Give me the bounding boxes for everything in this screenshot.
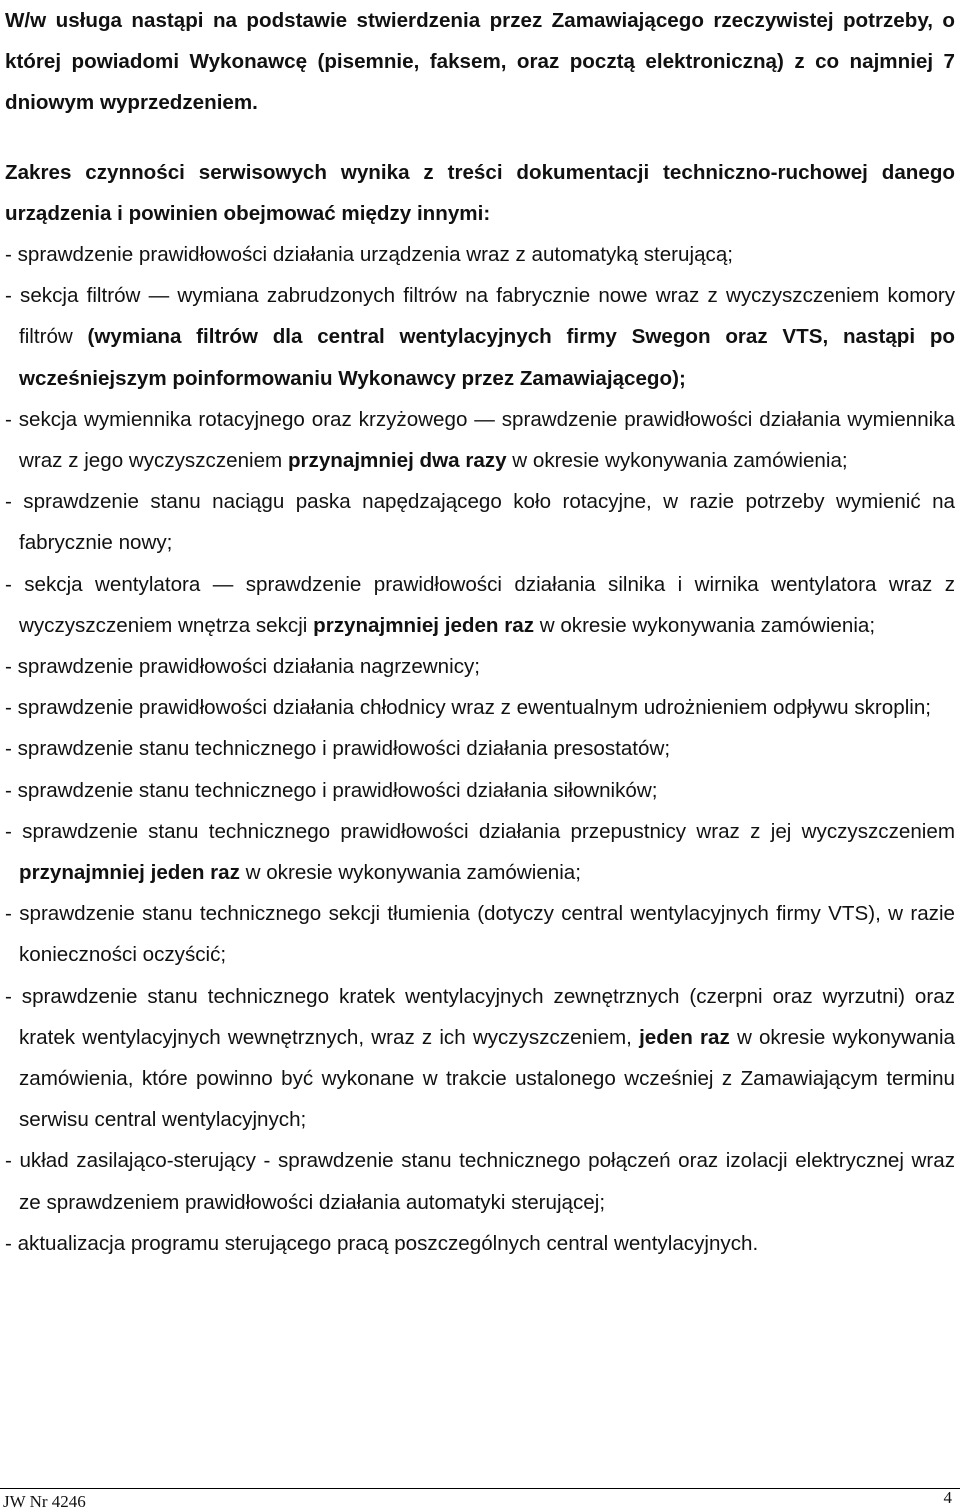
list-item-emphasis: przynajmniej jeden raz [313, 613, 534, 637]
list-item-text: w okresie wykonywania zamówienia, które powinno być wykonane w trakcie ustalonego wcześniej z Zamawiającym terminu serwisu central wentylacyjnych; [19, 1025, 955, 1132]
list-item-text: - sprawdzenie stanu technicznego prawidłowości działania przepustnicy wraz z jej wyczyszczeniem [5, 819, 955, 843]
list-item-text: - sprawdzenie prawidłowości działania urządzenia wraz z automatyką sterującą; [5, 243, 733, 267]
list-item [5, 687, 955, 728]
list-item-text: - sprawdzenie prawidłowości działania chłodnicy wraz z ewentualnym udrożnieniem odpływu skroplin; [5, 696, 932, 720]
list-item-text: - sekcja wymiennika rotacyjnego oraz krzyżowego — sprawdzenie prawidłowości działania wymiennika wraz z jego wyczyszczeniem [5, 407, 955, 473]
list-item-text: - aktualizacja programu sterującego pracą poszczególnych central wentylacyjnych. [5, 1231, 759, 1255]
list-item-text: - sprawdzenie stanu naciągu paska napędzającego koło rotacyjne, w razie potrzeby wymienić na fabrycznie nowy; [5, 490, 955, 555]
footer-rule [0, 1488, 960, 1489]
list-item-text: w okresie wykonywania zamówienia; [506, 449, 848, 473]
list-item [5, 646, 955, 687]
document-number: JW Nr 4246 [3, 1492, 86, 1511]
list-item-text: - sprawdzenie stanu technicznego i prawidłowości działania presostatów; [5, 737, 671, 761]
list-item [5, 399, 955, 481]
list-item-text: - sekcja wentylatora — sprawdzenie prawidłowości działania silnika i wirnika wentylatora wraz z wyczyszczeniem wnętrza sekcji [5, 572, 955, 637]
list-item-text: - sprawdzenie prawidłowości działania nagrzewnicy; [5, 655, 481, 679]
list-item [5, 976, 955, 1141]
list-item [5, 811, 955, 893]
list-item-emphasis: przynajmniej dwa razy [287, 449, 507, 473]
list-item [5, 728, 955, 769]
list-item [5, 564, 955, 646]
service-items-list [5, 234, 955, 1264]
page-number: 4 [943, 1488, 952, 1507]
list-item-emphasis: przynajmniej jeden raz [19, 861, 240, 885]
list-item [5, 1140, 955, 1222]
list-item-emphasis: (wymiana filtrów dla central wentylacyjnych firmy Swegon oraz VTS, nastąpi po wcześniejszym poinformowaniu Wykonawcy przez Zamawiającego); [19, 325, 955, 390]
list-item [5, 234, 955, 275]
list-item-text: - sprawdzenie stanu technicznego sekcji tłumienia (dotyczy central wentylacyjnych firmy VTS), w razie konieczności oczyścić; [5, 902, 955, 967]
intro-paragraph: W/w usługa nastąpi na podstawie stwierdzenia przez Zamawiającego rzeczywistej potrzeby, o której powiadomi Wykonawcę (pisemnie, faksem, oraz pocztą elektroniczną) z co najmniej 7 dniowym wyprzedzeniem. [5, 9, 955, 115]
list-item-text: w okresie wykonywania zamówienia; [534, 613, 876, 637]
list-item [5, 1223, 955, 1264]
list-item [5, 770, 955, 811]
list-item [5, 275, 955, 399]
document-body [5, 0, 955, 1264]
list-item-text: w okresie wykonywania zamówienia; [239, 861, 581, 885]
scope-heading: Zakres czynności serwisowych wynika z treści dokumentacji techniczno-ruchowej danego urządzenia i powinien obejmować między innymi: [5, 160, 955, 225]
list-item-emphasis: jeden raz [639, 1025, 730, 1049]
list-item-text: - układ zasilająco-sterujący - sprawdzenie stanu technicznego połączeń oraz izolacji elektrycznej wraz ze sprawdzeniem prawidłowości działania automatyki sterującej; [5, 1149, 955, 1214]
list-item-text: - sprawdzenie stanu technicznego kratek wentylacyjnych zewnętrznych (czerpni oraz wyrzutni) oraz kratek wentylacyjnych wewnętrznych, wraz z ich wyczyszczeniem, [5, 984, 955, 1049]
list-item [5, 481, 955, 563]
list-item-text: - sprawdzenie stanu technicznego i prawidłowości działania siłowników; [5, 778, 658, 802]
list-item [5, 893, 955, 975]
list-item-text: - sekcja filtrów — wymiana zabrudzonych filtrów na fabrycznie nowe wraz z wyczyszczeniem komory filtrów [5, 284, 955, 349]
paragraph-spacer [5, 124, 955, 152]
